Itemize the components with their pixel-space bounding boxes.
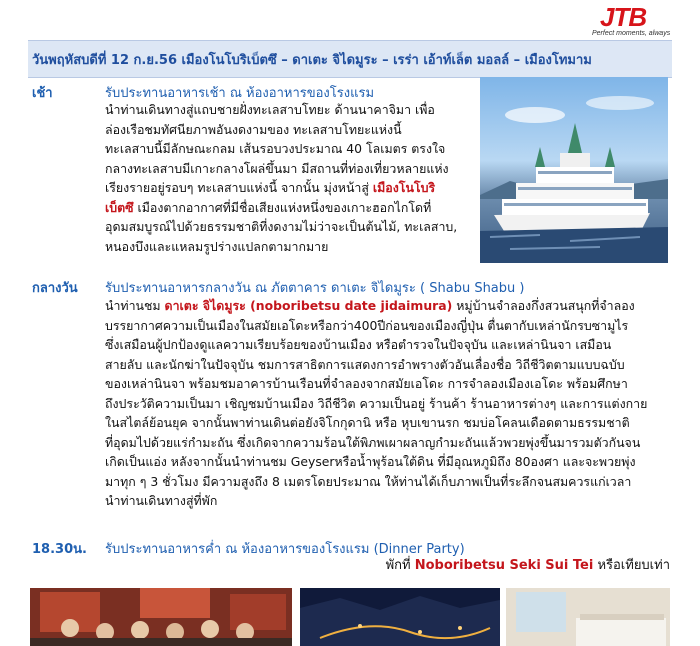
day-header-text: วันพฤหัสบดีที่ 12 ก.ย.56 เมืองโนโบริเบ็ตซึ – ดาเตะ จิไดมูระ – เรร่า เอ้าท์เล็ต มอลล์ – เมืองโทมาม	[32, 53, 592, 68]
midday-line	[105, 316, 673, 336]
hotel-line	[386, 554, 670, 575]
midday-line	[105, 433, 673, 453]
midday-text: ของเหล่านินจา พร้อมชมอาคารบ้านเรือนที่จำลองจากสมัยเอโดะ การจำลองเมืองเอโดะ พร้อมศึกษา	[105, 376, 628, 391]
morning-line	[105, 178, 477, 198]
morning-text: หนองบึงและแหลมรูปร่างแปลกตามากมาย	[105, 238, 329, 254]
photo-strip	[30, 588, 670, 646]
morning-line	[105, 237, 477, 257]
morning-highlight: เมืองโนโบริ	[372, 180, 436, 195]
midday-text: เกิดเป็นแอ่ง หลังจากนั้นนำท่านชม Geyserหรือน้ำพุร้อนใต้ดิน ที่มีอุณหภูมิถึง 80องศา และจะพวยพุ่ง	[105, 454, 636, 469]
morning-text: ทะเลสาบนี้มีลักษณะกลม เส้นรอบวงประมาณ 40 โลเมตร ตรงใจ	[105, 141, 446, 156]
hotel-room-illustration	[506, 588, 670, 646]
night-valley-photo	[300, 588, 500, 646]
hotel-suffix: หรือเทียบเท่า	[593, 558, 670, 573]
day-header	[28, 40, 672, 78]
edo-village-photo	[30, 588, 292, 646]
morning-line	[105, 139, 477, 159]
midday-line	[105, 335, 673, 355]
morning-label: เช้า	[32, 86, 53, 101]
edo-village-illustration	[30, 588, 292, 646]
midday-text: มาทุก ๆ 3 ชั่วโมง มีความสูงถึง 8 เมตรโดยประมาณ ให้ท่านได้เก็บภาพเป็นที่ระลึกจนสมควรแก่เวลา	[105, 473, 632, 489]
midday-text: ในสไตล์ย้อนยุค จากนั้นพาท่านเดินต่อยังจิโกกุดานิ หรือ หุบเขานรก ชมบ่อโคลนเดือดตามธรรมชาติ	[105, 415, 630, 430]
midday-label: กลางวัน	[32, 281, 78, 296]
midday-text: ถึงประวัติความเป็นมา เชิญชมบ้านเมือง วิถีชีวิต ความเป็นอยู่ ร้านค้า ร้านอาหารต่างๆ และการแต่งกาย	[105, 395, 648, 411]
night-valley-illustration	[300, 588, 500, 646]
morning-paragraph	[105, 100, 477, 256]
morning-text: ล่องเรือชมทัศนียภาพอันงดงามของ ทะเลสาบโทยะแห่งนี้	[105, 121, 402, 137]
logo-tagline: Perfect moments, always	[592, 30, 671, 37]
midday-line	[105, 296, 673, 316]
midday-text: สายลับ และนักฆ่าในปัจจุบัน ชมการสาธิตการแสดงการอำพรางตัวอันเลื่องชื่อ วิถีชีวิตตามแบบฉบับ	[105, 356, 625, 372]
morning-text: กลางทะเลสาบมีเกาะกลางโผล่ขึ้นมา มีสถานที่ท่องเที่ยวหลายแห่ง	[105, 160, 449, 176]
midday-text: บรรยากาศความเป็นเมืองในสมัยเอโดะหรือกว่า400ปีก่อนของเมืองญี่ปุ่น ตื่นตากับเหล่านักรบซามูไร	[105, 317, 629, 333]
midday-line	[105, 394, 673, 414]
morning-text: อุดมสมบูรณ์ไปด้วยธรรมชาติที่งดงามไม่ว่าจะเป็นต้นไม้, ทะเลสาบ,	[105, 219, 458, 234]
midday-line	[105, 374, 673, 394]
midday-line	[105, 491, 673, 511]
midday-line	[105, 355, 673, 375]
morning-line	[105, 217, 477, 237]
morning-text: เมืองตากอากาศที่มีชื่อเสียงแห่งหนึ่งของเกาะฮอกไกโดที่	[133, 199, 432, 215]
logo-mark: JTB	[600, 2, 647, 32]
hotel-room-photo	[506, 588, 670, 646]
hotel-name: Noboribetsu Seki Sui Tei	[414, 558, 594, 573]
morning-line	[105, 120, 477, 140]
midday-text: นำท่านเดินทางสู่ที่พัก	[105, 493, 218, 508]
midday-text: ซึ่งเสมือนผู้ปกป้องดูแลความเรียบร้อยของบ้านเมือง หรือตำรวจในปัจจุบัน และเหล่านินจา เสมือน	[105, 337, 612, 352]
midday-text: หมู่บ้านจำลองกึ่งสวนสนุกที่จำลอง	[452, 298, 635, 313]
morning-highlight: เบ็ตซึ	[105, 199, 134, 215]
midday-text: ที่อุดมไปด้วยแร่กำมะถัน ซึ่งเกิดจากความร้อนใต้พิภพเผาผลาญกำมะถันแล้วพวยพุ่งขึ้นมารวมตัวกันจน	[105, 434, 641, 450]
midday-title: รับประทานอาหารกลางวัน ณ ภัตตาคาร ดาเตะ จิไดมูระ ( Shabu Shabu )	[105, 281, 525, 296]
ship-illustration	[480, 77, 668, 263]
midday-highlight: ดาเตะ จิไดมูระ (noboribetsu date jidaimura)	[164, 298, 453, 313]
morning-line	[105, 100, 477, 120]
midday-paragraph	[105, 296, 673, 511]
cruise-ship-photo	[480, 77, 668, 263]
midday-line	[105, 472, 673, 492]
morning-text: เรียงรายอยู่รอบๆ ทะเลสาบแห่งนี้ จากนั้น มุ่งหน้าสู่	[105, 180, 373, 195]
morning-line	[105, 198, 477, 218]
evening-label: 18.30น.	[32, 542, 87, 557]
hotel-prefix: พักที่	[385, 558, 415, 573]
evening-title: รับประทานอาหารค่ำ ณ ห้องอาหารของโรงแรม (Dinner Party)	[105, 542, 465, 557]
morning-title: รับประทานอาหารเช้า ณ ห้องอาหารของโรงแรม	[105, 86, 375, 101]
midday-text: นำท่านชม	[105, 298, 165, 313]
morning-line	[105, 159, 477, 179]
morning-text: นำท่านเดินทางสู่แถบชายฝั่งทะเลสาบโทยะ ด้านนาคาจิมา เพื่อ	[105, 102, 435, 117]
jtb-logo	[592, 2, 692, 42]
midday-line	[105, 413, 673, 433]
midday-line	[105, 452, 673, 472]
